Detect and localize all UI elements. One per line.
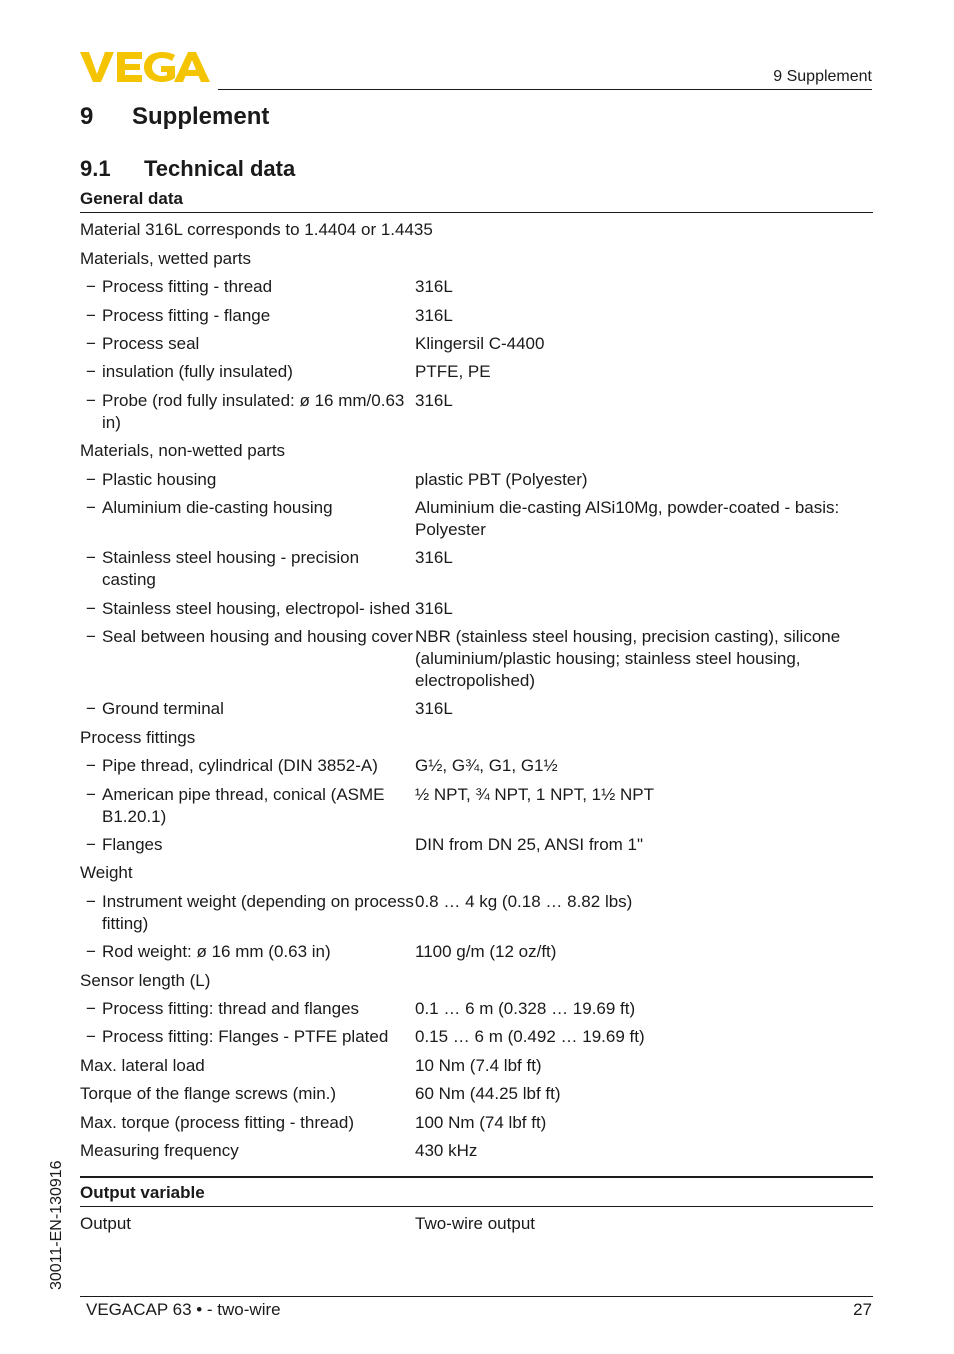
- dash-bullet: −: [86, 942, 96, 962]
- row-label: [80, 834, 415, 856]
- table-row: [80, 213, 873, 241]
- general-data-rows: [80, 213, 873, 1162]
- dash-bullet: −: [86, 548, 96, 568]
- dash-bullet: −: [86, 784, 96, 804]
- footer-rule: [80, 1296, 873, 1297]
- row-label: Sensor length (L): [80, 970, 211, 990]
- row-label-text: American pipe thread, conical (ASME B1.20.1): [102, 784, 385, 826]
- row-label: [80, 469, 415, 491]
- row-label-text: Stainless steel housing - precision casting: [102, 548, 360, 590]
- row-label: [80, 276, 415, 298]
- table-row: [80, 856, 873, 884]
- row-label-text: Rod weight: ø 16 mm (0.63 in): [102, 942, 331, 962]
- vega-logo: [80, 50, 212, 84]
- row-label: [80, 998, 415, 1020]
- row-value: 0.8 … 4 kg (0.18 … 8.82 lbs): [415, 891, 633, 911]
- dash-bullet: −: [86, 277, 96, 297]
- row-value: 60 Nm (44.25 lbf ft): [415, 1084, 561, 1104]
- table-row: [80, 241, 873, 269]
- dash-bullet: −: [86, 497, 96, 517]
- row-label: [80, 598, 415, 620]
- table-row: [80, 620, 873, 692]
- row-label-text: Instrument weight (depending on process fitting): [102, 891, 414, 933]
- row-value: PTFE, PE: [415, 362, 491, 382]
- row-label-text: insulation (fully insulated): [102, 362, 293, 382]
- row-value: 316L: [415, 390, 453, 410]
- row-label-text: Plastic housing: [102, 469, 217, 489]
- technical-data-table: [80, 188, 873, 1235]
- row-label: [80, 626, 415, 692]
- row-label: Material 316L corresponds to 1.4404 or 1.4435: [80, 220, 433, 240]
- row-label: Materials, non-wetted parts: [80, 441, 286, 461]
- dash-bullet: −: [86, 1027, 96, 1047]
- row-label: [80, 390, 415, 434]
- table-row: [80, 355, 873, 383]
- row-label: Measuring frequency: [80, 1140, 239, 1160]
- row-value: 0.15 … 6 m (0.492 … 19.69 ft): [415, 1027, 645, 1047]
- row-label: [80, 755, 415, 777]
- row-label-text: Process fitting: Flanges - PTFE plated: [102, 1027, 389, 1047]
- table-row: [80, 1105, 873, 1133]
- dash-bullet: −: [86, 699, 96, 719]
- dash-bullet: −: [86, 835, 96, 855]
- row-label: [80, 784, 415, 828]
- table-row: [80, 541, 873, 591]
- row-label-text: Stainless steel housing, electropol- ished: [102, 598, 411, 618]
- table-row: [80, 327, 873, 355]
- dash-bullet: −: [86, 998, 96, 1018]
- row-value: NBR (stainless steel housing, precision casting), silicone (aluminium/plastic housing; stainless steel housing, electropolished): [415, 627, 841, 691]
- row-value: 316L: [415, 598, 453, 618]
- row-label: [80, 547, 415, 591]
- row-label: Materials, wetted parts: [80, 248, 252, 268]
- table-row: [80, 884, 873, 934]
- row-label: Max. lateral load: [80, 1055, 205, 1075]
- row-value: Aluminium die-casting AlSi10Mg, powder-coated - basis: Polyester: [415, 497, 840, 539]
- row-label: Weight: [80, 863, 133, 883]
- row-label: Output: [80, 1214, 132, 1234]
- table-row: [80, 720, 873, 748]
- row-value: 1100 g/m (12 oz/ft): [415, 942, 557, 962]
- row-value: 316L: [415, 699, 453, 719]
- table-row: [80, 462, 873, 490]
- row-value: 316L: [415, 305, 453, 325]
- row-value: 316L: [415, 548, 453, 568]
- table-row: [80, 749, 873, 777]
- section-title: Technical data: [144, 156, 296, 181]
- row-label-text: Process fitting - flange: [102, 305, 271, 325]
- row-label-text: Process fitting - thread: [102, 277, 273, 297]
- row-value: 430 kHz: [415, 1140, 478, 1160]
- row-label: Max. torque (process fitting - thread): [80, 1112, 355, 1132]
- table-row: [80, 1048, 873, 1076]
- footer-product: VEGACAP 63 • - two-wire: [86, 1300, 281, 1319]
- dash-bullet: −: [86, 333, 96, 353]
- table-row: [80, 1134, 873, 1162]
- dash-bullet: −: [86, 627, 96, 647]
- row-label: [80, 941, 415, 963]
- general-data-heading: General data: [80, 188, 873, 213]
- row-label-text: Flanges: [102, 835, 163, 855]
- page-number: 27: [853, 1300, 872, 1319]
- row-label: Torque of the flange screws (min.): [80, 1084, 337, 1104]
- row-value: ½ NPT, ¾ NPT, 1 NPT, 1½ NPT: [415, 784, 655, 804]
- row-value: DIN from DN 25, ANSI from 1": [415, 835, 644, 855]
- output-variable-heading: Output variable: [80, 1176, 873, 1207]
- chapter-heading: [80, 103, 269, 131]
- row-value: 100 Nm (74 lbf ft): [415, 1112, 547, 1132]
- chapter-number: 9: [80, 103, 94, 130]
- table-row: [80, 491, 873, 541]
- row-value: G½, G¾, G1, G1½: [415, 756, 558, 776]
- table-row: [80, 828, 873, 856]
- row-value: 0.1 … 6 m (0.328 … 19.69 ft): [415, 998, 636, 1018]
- running-header: 9 Supplement: [773, 68, 872, 85]
- table-row: [80, 1020, 873, 1048]
- row-label: Process fittings: [80, 727, 196, 747]
- table-row: [80, 383, 873, 433]
- header-rule: [218, 89, 872, 90]
- row-label: [80, 698, 415, 720]
- dash-bullet: −: [86, 598, 96, 618]
- row-value: Klingersil C-4400: [415, 333, 545, 353]
- row-value: plastic PBT (Polyester): [415, 469, 588, 489]
- table-row: [80, 1207, 873, 1235]
- table-row: [80, 935, 873, 963]
- table-row: [80, 963, 873, 991]
- dash-bullet: −: [86, 891, 96, 911]
- row-label-text: Probe (rod fully insulated: ø 16 mm/0.63 in): [102, 390, 405, 432]
- row-value: 316L: [415, 277, 453, 297]
- table-row: [80, 591, 873, 619]
- row-label: [80, 361, 415, 383]
- row-label-text: Aluminium die-casting housing: [102, 497, 333, 517]
- row-label: [80, 305, 415, 327]
- section-number: 9.1: [80, 156, 111, 181]
- output-variable-rows: [80, 1207, 873, 1235]
- row-label: [80, 497, 415, 541]
- dash-bullet: −: [86, 756, 96, 776]
- table-row: [80, 992, 873, 1020]
- dash-bullet: −: [86, 390, 96, 410]
- table-row: [80, 1077, 873, 1105]
- row-label-text: Seal between housing and housing cover: [102, 627, 413, 647]
- row-label-text: Pipe thread, cylindrical (DIN 3852-A): [102, 756, 378, 776]
- row-label-text: Process seal: [102, 333, 200, 353]
- table-row: [80, 692, 873, 720]
- row-value: Two-wire output: [415, 1214, 535, 1234]
- row-label: [80, 333, 415, 355]
- table-row: [80, 270, 873, 298]
- dash-bullet: −: [86, 362, 96, 382]
- section-heading: [80, 156, 295, 182]
- document-code: 30011-EN-130916: [48, 1160, 65, 1290]
- dash-bullet: −: [86, 305, 96, 325]
- table-row: [80, 434, 873, 462]
- row-label: [80, 891, 415, 935]
- row-label-text: Process fitting: thread and flanges: [102, 998, 360, 1018]
- dash-bullet: −: [86, 469, 96, 489]
- table-row: [80, 777, 873, 827]
- chapter-title: Supplement: [132, 103, 270, 130]
- table-row: [80, 298, 873, 326]
- row-label: [80, 1026, 415, 1048]
- row-label-text: Ground terminal: [102, 699, 224, 719]
- row-value: 10 Nm (7.4 lbf ft): [415, 1055, 542, 1075]
